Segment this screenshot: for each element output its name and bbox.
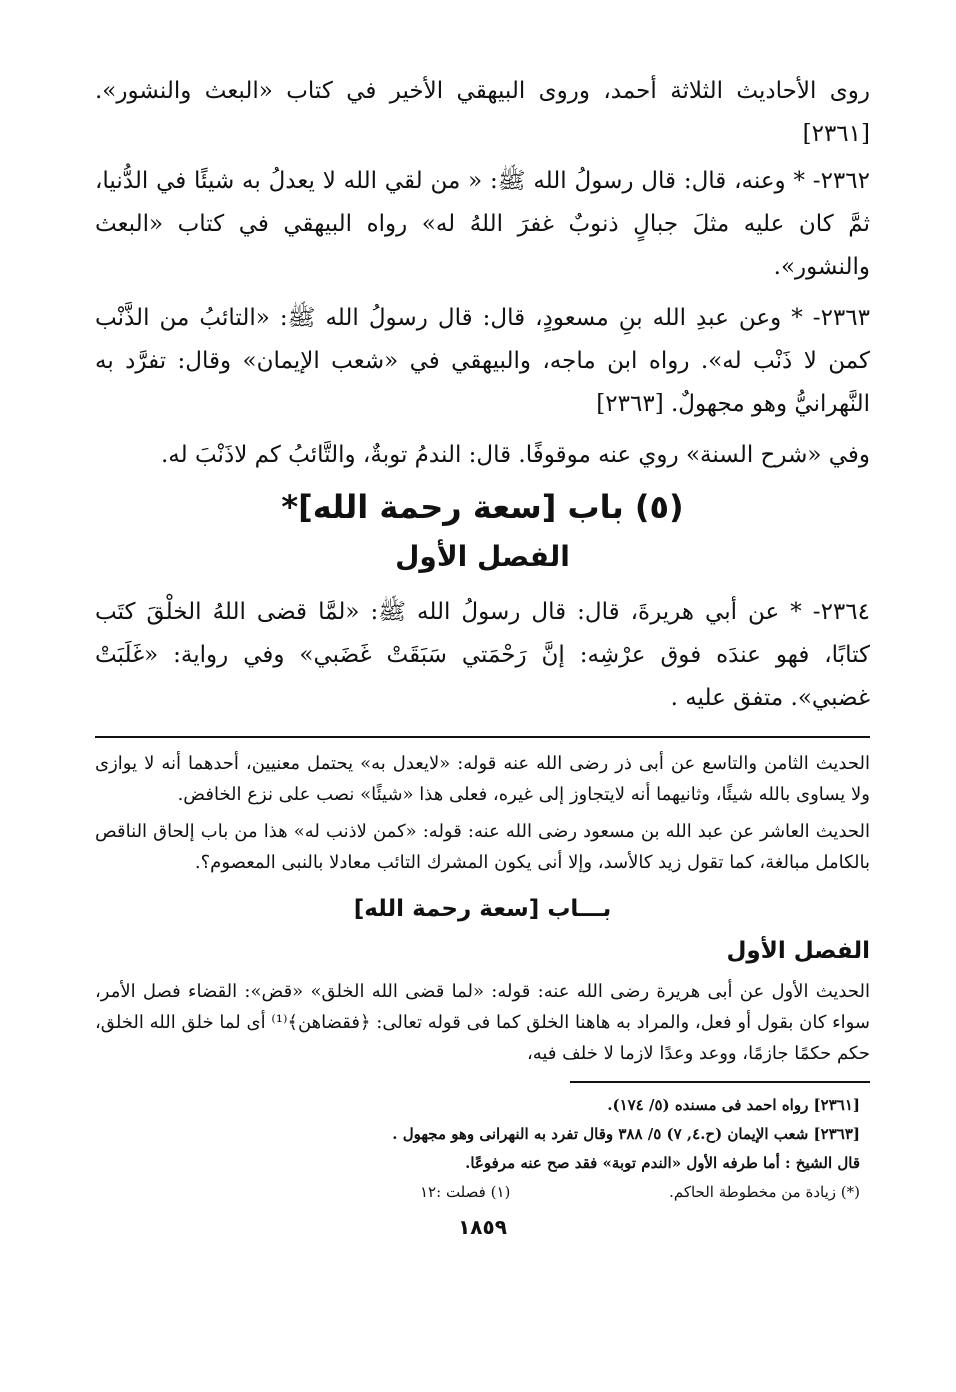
footnote: [٢٣٦١] رواه احمد فى مسنده (٥/ ١٧٤). — [607, 1096, 860, 1114]
chapter-title: (٥) باب [سعة رحمة الله]* — [281, 488, 684, 526]
commentary-fasl-title: الفصل الأول — [726, 938, 870, 964]
commentary-paragraph: الحديث الأول عن أبى هريرة رضى الله عنه: قوله: «لما قضى الله الخلق» «قض»: القضاء فصل الأمر، سواء كان بقول أو فعل، والمراد به هاهنا الخلق كما فى قوله تعالى: ﴿فقضاهن﴾⁽¹⁾ أى لما خلق الله الخلق، حكم حكمًا جازمًا، ووعد وعدًا لازما لا خلف فيه، — [95, 981, 870, 1064]
footnotes — [95, 1091, 870, 1207]
commentary-bab-title: بـــاب [سعة رحمة الله] — [353, 896, 612, 922]
footnote-divider — [570, 1081, 870, 1083]
section-title: الفصل الأول — [395, 540, 570, 573]
paragraph-1: روى الأحاديث الثلاثة أحمد، وروى البيهقي الأخير في كتاب «البعث والنشور». [٢٣٦١] — [95, 78, 870, 147]
commentary-paragraph: الحديث العاشر عن عبد الله بن مسعود رضى الله عنه: قوله: «كمن لاذنب له» هذا من باب إلحاق الناقص بالكامل مبالغة، كما تقول زيد كالأسد، وإلا أنى يكون المشرك التائب معادلا بالنبى المعصوم؟. — [95, 821, 870, 873]
commentary-divider — [95, 736, 870, 738]
hadith-2364: ٢٣٦٤- * عن أبي هريرةَ، قال: قال رسولُ الله ﷺ: «لمَّا قضى اللهُ الخلْقَ كتَب كتابًا، فهو عندَه فوق عرْشِه: إنَّ رَحْمَتي سَبَقَتْ غَضَبي» وفي رواية: «غَلَبَتْ غضبي». متفق عليه . — [95, 599, 870, 711]
hadith-text — [95, 70, 870, 720]
hadith-2362: ٢٣٦٢- * وعنه، قال: قال رسولُ الله ﷺ: « من لقي الله لا يعدلُ به شيئًا في الدُّنيا، ثمَّ كان عليه مثلَ جبالٍ ذنوبٌ غفرَ اللهُ له» رواه البيهقي في كتاب «البعث والنشور». — [95, 168, 870, 280]
commentary — [95, 748, 870, 1069]
footnote: (١) فصلت :١٢ — [420, 1183, 511, 1201]
hadith-2363: ٢٣٦٣- * وعن عبدِ الله بنِ مسعودٍ، قال: قال رسولُ الله ﷺ: «التائبُ من الذَّنْب كمن لا ذَنْب له». رواه ابن ماجه، والبيهقي في «شعب الإيمان» وقال: تفرَّد به النَّهرانيُّ وهو مجهولٌ. [٢٣٦٣] — [95, 305, 870, 417]
footnote-row — [420, 1178, 870, 1207]
page — [95, 70, 870, 1239]
footnote: قال الشيخ : أما طرفه الأول «الندم توبة» فقد صح عنه مرفوعًا. — [465, 1154, 860, 1172]
footnote: (*) زيادة من مخطوطة الحاكم. — [669, 1183, 860, 1201]
footnote: [٢٣٦٣] شعب الإيمان (ح.٤, ٧) ٥/ ٣٨٨ وقال تفرد به النهرانى وهو مجهول . — [392, 1125, 860, 1143]
page-number: ١٨٥٩ — [458, 1215, 507, 1239]
commentary-paragraph: الحديث الثامن والتاسع عن أبى ذر رضى الله عنه قوله: «لايعدل به» يحتمل معنيين، أحدهما أنه لا يوازى ولا يساوى بالله شيئًا، وثانيهما أنه لايتجاوز إلى غيره، فعلى هذا «شيئًا» نصب على نزع الخافض. — [95, 753, 870, 805]
sharh-sunna-note: وفي «شرح السنة» روي عنه موقوفًا. قال: الندمُ توبةٌ، والتَّائبُ كم لاذَنْبَ له. — [161, 442, 870, 468]
